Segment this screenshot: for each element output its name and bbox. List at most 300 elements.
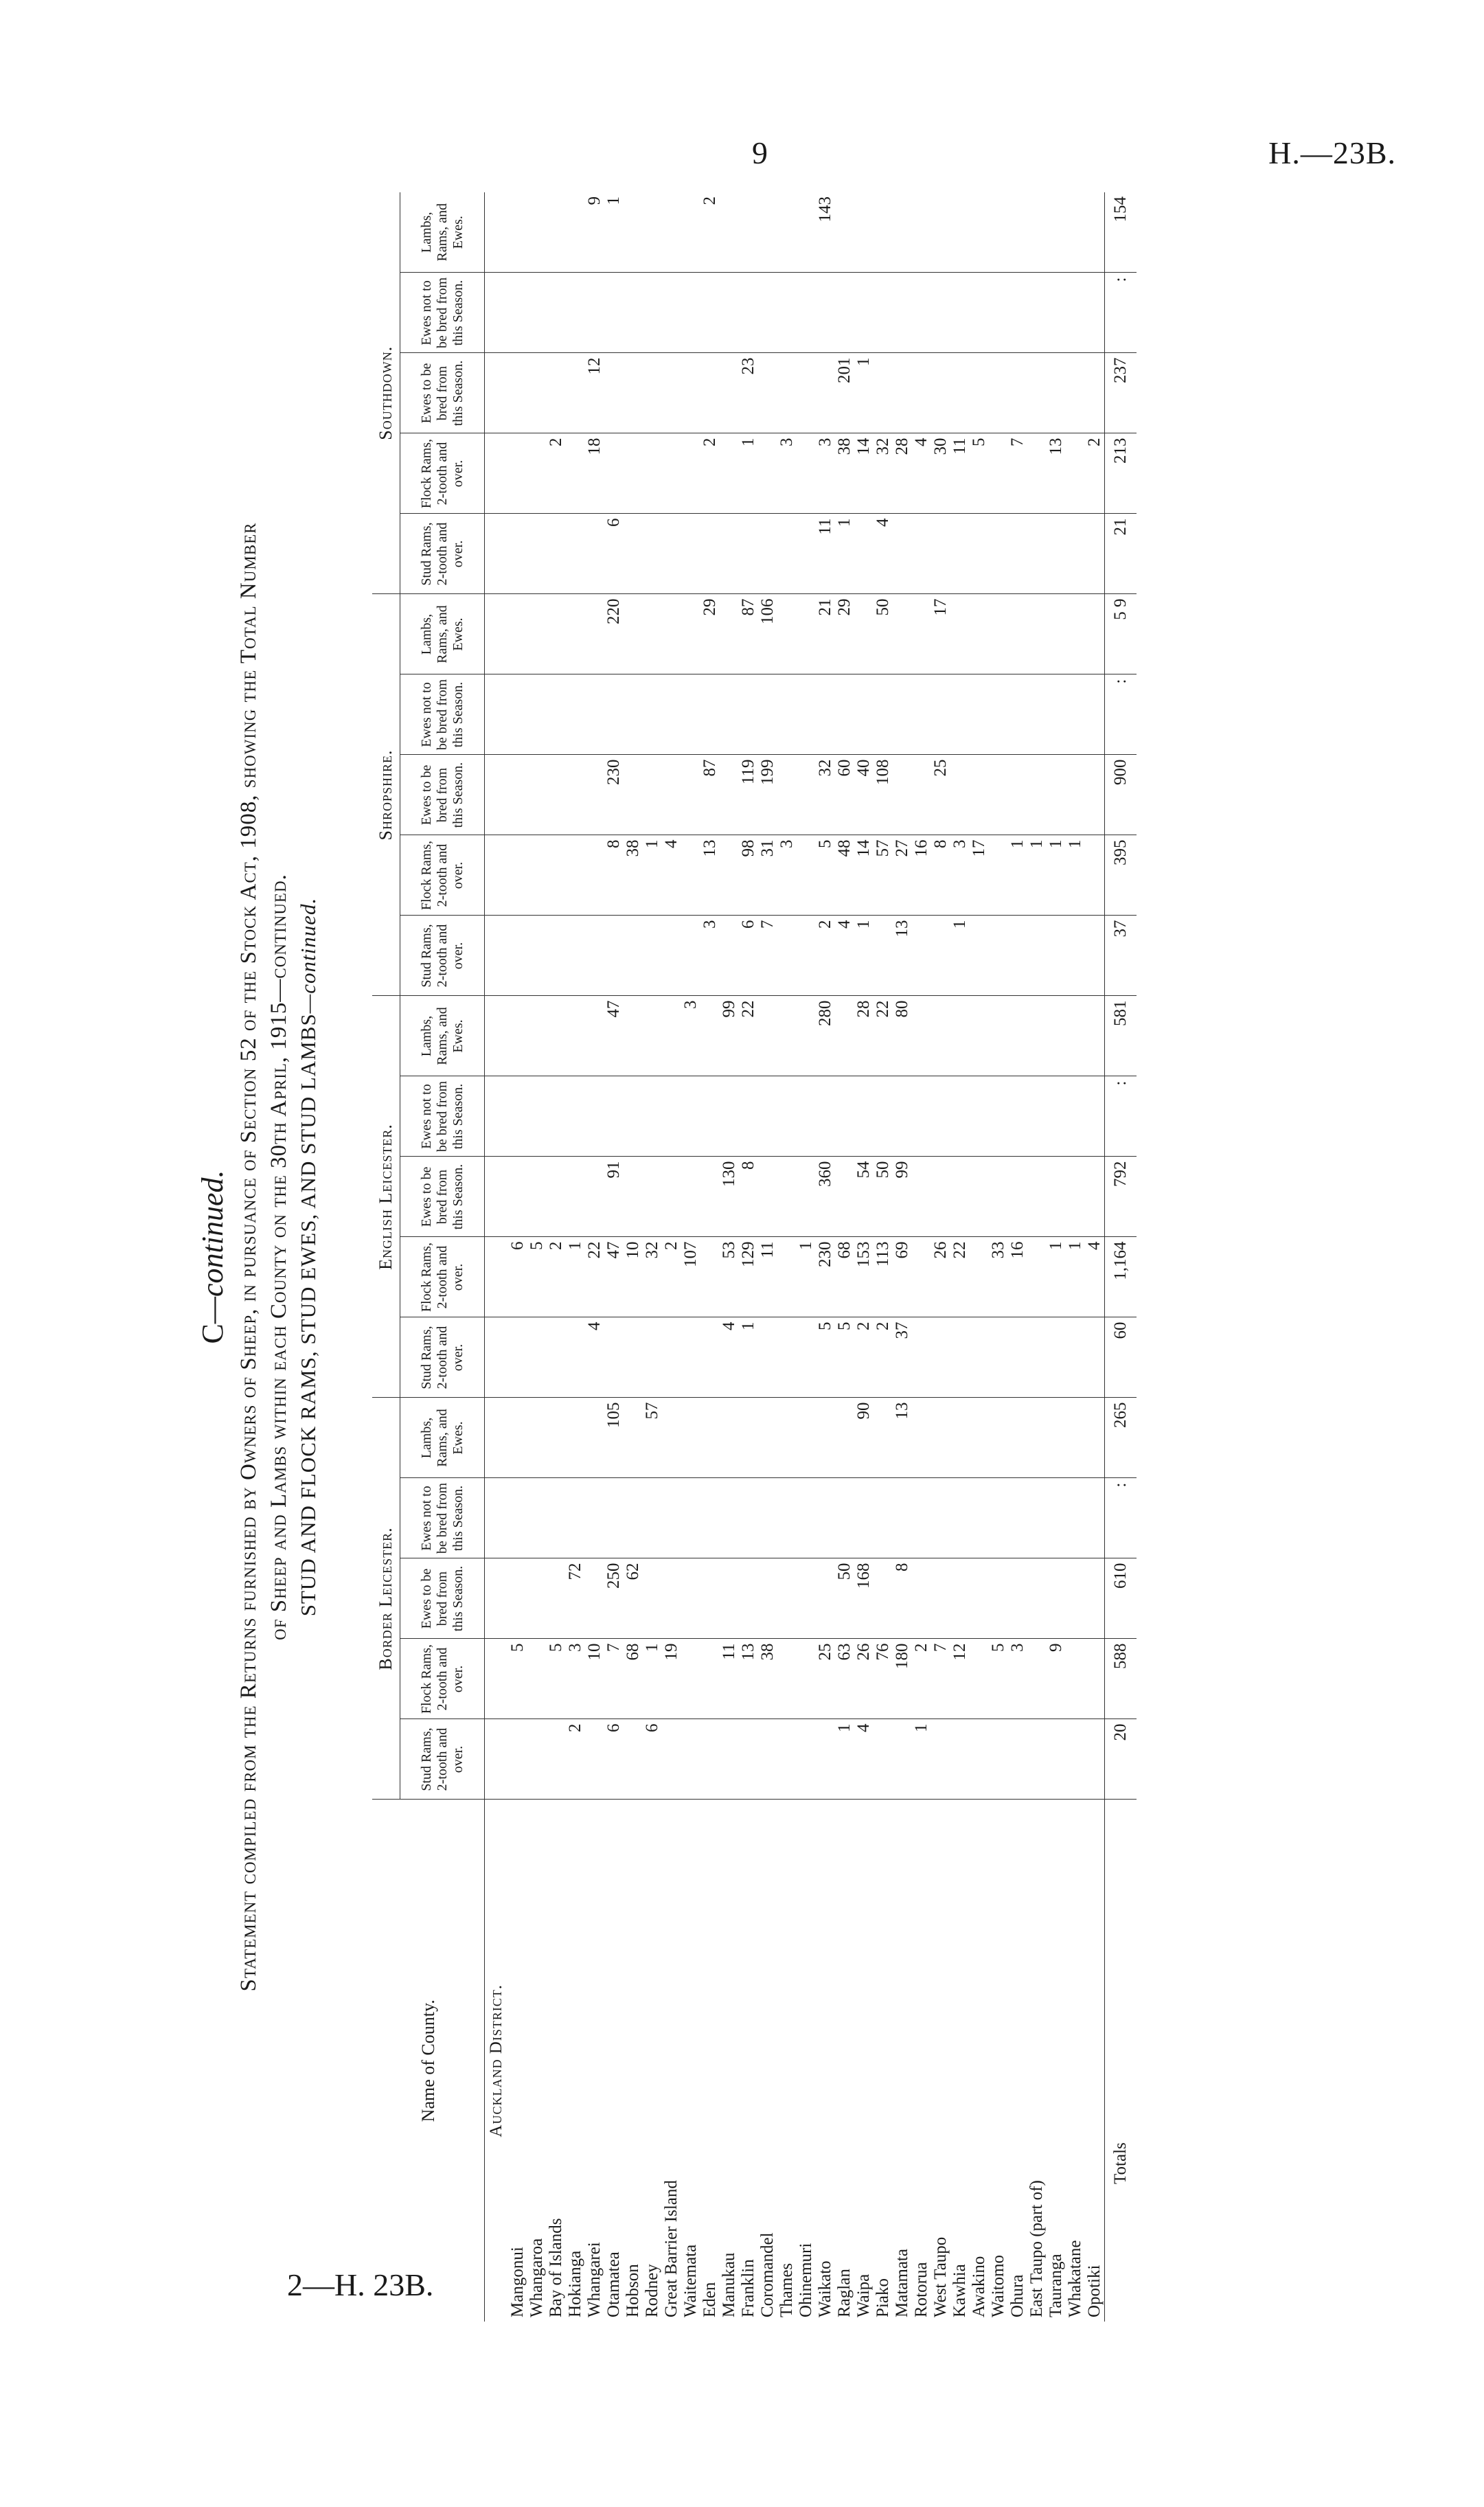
table-cell: 37	[893, 1317, 912, 1398]
table-cell: 1	[739, 1317, 758, 1398]
table-cell: 1	[604, 192, 624, 273]
table-cell: 57	[643, 1398, 662, 1478]
table-row	[604, 192, 624, 2322]
table-cell	[797, 514, 816, 594]
statement-title-line1: Statement compiled from the Returns furnished by Owners of Sheep, in pursuance of Section 52 of the Stock Act, 1908, showing the Total Number	[236, 522, 261, 1992]
table-cell	[681, 916, 700, 996]
table-cell	[931, 353, 950, 433]
table-cell	[758, 1719, 777, 1800]
table-cell	[527, 1157, 547, 1237]
table-cell	[527, 1558, 547, 1639]
table-cell	[989, 1317, 1008, 1398]
table-cell	[874, 916, 893, 996]
table-cell	[1085, 273, 1105, 353]
table-cell	[508, 1398, 527, 1478]
table-cell: 3	[681, 996, 700, 1076]
table-cell	[643, 916, 662, 996]
table-cell	[835, 674, 854, 755]
table-row	[816, 192, 835, 2322]
table-cell	[950, 192, 970, 273]
table-cell	[931, 1558, 950, 1639]
county-name: Coromandel	[758, 2232, 777, 2317]
table-cell	[720, 755, 739, 835]
table-cell	[527, 916, 547, 996]
table-cell: 2	[912, 1639, 931, 1719]
table-cell	[970, 192, 989, 273]
statement-title-line2: of Sheep and Lambs within each County on the 30th April, 1915—continued.	[266, 874, 291, 1640]
table-cell	[662, 433, 681, 514]
table-cell	[585, 996, 604, 1076]
table-cell	[662, 1157, 681, 1237]
table-cell	[1066, 514, 1085, 594]
table-cell: 63	[835, 1639, 854, 1719]
table-cell: 4	[854, 1719, 874, 1800]
table-cell: 22	[874, 996, 893, 1076]
table-cell	[547, 755, 566, 835]
county-name: Ohura	[1008, 2274, 1027, 2317]
table-cell	[950, 353, 970, 433]
table-cell	[970, 514, 989, 594]
table-cell: 250	[604, 1558, 624, 1639]
empty-cell	[485, 674, 509, 755]
table-cell	[662, 996, 681, 1076]
table-cell	[912, 594, 931, 674]
total-cell: 21	[1105, 514, 1137, 594]
total-cell: 5 9	[1105, 594, 1137, 674]
table-cell	[1066, 594, 1085, 674]
table-cell	[1027, 1237, 1047, 1317]
table-cell	[777, 674, 797, 755]
district-heading: Auckland District.	[487, 1984, 505, 2137]
table-cell	[758, 996, 777, 1076]
table-cell: 2	[854, 1317, 874, 1398]
table-cell: 80	[893, 996, 912, 1076]
column-header: Ewes not to be bred from this Season.	[400, 674, 485, 755]
table-cell	[931, 674, 950, 755]
table-cell	[1027, 273, 1047, 353]
total-cell: 1,164	[1105, 1237, 1137, 1317]
table-cell: 23	[739, 353, 758, 433]
table-row	[797, 192, 816, 2322]
table-cell: 1	[835, 514, 854, 594]
table-cell	[547, 916, 566, 996]
table-cell	[681, 1076, 700, 1157]
county-name: West Taupo	[931, 2236, 950, 2317]
breed-header: Shropshire.	[372, 594, 400, 996]
table-cell: 220	[604, 594, 624, 674]
table-cell	[566, 1157, 585, 1237]
table-cell	[1047, 755, 1066, 835]
table-cell	[681, 674, 700, 755]
table-cell: 13	[893, 916, 912, 996]
county-name: Whakatane	[1066, 2240, 1084, 2317]
table-cell: 17	[931, 594, 950, 674]
table-cell	[854, 1478, 874, 1558]
table-cell	[1047, 1076, 1066, 1157]
table-cell: 30	[931, 433, 950, 514]
table-cell	[874, 353, 893, 433]
table-cell	[854, 514, 874, 594]
table-cell	[662, 1076, 681, 1157]
table-cell: 1	[643, 1639, 662, 1719]
table-cell	[1027, 514, 1047, 594]
table-cell	[681, 514, 700, 594]
table-cell	[970, 674, 989, 755]
table-cell	[566, 916, 585, 996]
table-cell: 2	[700, 192, 720, 273]
column-header: Ewes not to be bred from this Season.	[400, 273, 485, 353]
empty-cell	[485, 835, 509, 916]
table-cell: 90	[854, 1398, 874, 1478]
breed-header: Border Leicester.	[372, 1398, 400, 1800]
table-cell: 6	[739, 916, 758, 996]
table-cell	[1066, 192, 1085, 273]
table-cell: 13	[1047, 433, 1066, 514]
table-cell: 1	[739, 433, 758, 514]
table-cell	[739, 273, 758, 353]
table-cell	[893, 353, 912, 433]
table-cell: 106	[758, 594, 777, 674]
table-cell	[970, 1076, 989, 1157]
table-cell: 12	[950, 1639, 970, 1719]
table-cell	[797, 1076, 816, 1157]
table-cell	[989, 353, 1008, 433]
table-cell	[758, 433, 777, 514]
table-cell: 4	[585, 1317, 604, 1398]
table-cell	[624, 674, 643, 755]
table-cell	[950, 594, 970, 674]
table-cell: 21	[816, 594, 835, 674]
table-cell	[989, 1558, 1008, 1639]
table-cell	[662, 916, 681, 996]
table-cell	[604, 433, 624, 514]
table-cell: 68	[624, 1639, 643, 1719]
table-cell	[1085, 353, 1105, 433]
table-cell	[1047, 594, 1066, 674]
table-cell	[1008, 1478, 1027, 1558]
table-cell: 62	[624, 1558, 643, 1639]
table-cell	[1066, 1398, 1085, 1478]
table-cell	[989, 835, 1008, 916]
table-cell	[1027, 192, 1047, 273]
table-cell	[604, 1076, 624, 1157]
table-cell: 11	[950, 433, 970, 514]
table-cell	[720, 1719, 739, 1800]
table-cell	[854, 674, 874, 755]
table-cell	[1066, 1157, 1085, 1237]
table-cell	[1066, 1076, 1085, 1157]
table-cell	[912, 1237, 931, 1317]
table-cell	[912, 1478, 931, 1558]
table-cell	[720, 273, 739, 353]
table-cell	[912, 273, 931, 353]
table-cell	[777, 273, 797, 353]
table-cell	[1047, 674, 1066, 755]
table-cell: 1	[1047, 835, 1066, 916]
table-row	[970, 192, 989, 2322]
table-cell	[585, 755, 604, 835]
table-cell: 33	[989, 1237, 1008, 1317]
table-cell	[931, 1317, 950, 1398]
table-cell	[797, 916, 816, 996]
county-name: Thames	[777, 2262, 796, 2317]
table-cell	[1027, 996, 1047, 1076]
table-cell	[970, 1558, 989, 1639]
table-cell	[912, 1076, 931, 1157]
table-cell: 129	[739, 1237, 758, 1317]
totals-row	[1105, 192, 1137, 2322]
table-cell	[700, 1719, 720, 1800]
table-cell: 87	[700, 755, 720, 835]
table-cell	[777, 353, 797, 433]
table-cell	[912, 1398, 931, 1478]
table-cell	[681, 835, 700, 916]
table-cell	[547, 594, 566, 674]
table-cell	[662, 755, 681, 835]
table-row	[950, 192, 970, 2322]
table-cell	[1066, 1317, 1085, 1398]
table-cell	[1085, 916, 1105, 996]
table-cell	[1008, 1157, 1027, 1237]
table-cell	[508, 514, 527, 594]
table-cell	[1008, 1076, 1027, 1157]
empty-cell	[485, 594, 509, 674]
document-reference-bottom: 2—H. 23B.	[287, 2267, 434, 2302]
table-cell	[1047, 1157, 1066, 1237]
table-cell	[700, 353, 720, 433]
table-cell	[970, 1317, 989, 1398]
table-cell	[624, 433, 643, 514]
county-name: Waikato	[816, 2260, 834, 2317]
table-cell	[893, 1478, 912, 1558]
table-row	[624, 192, 643, 2322]
table-cell	[624, 1076, 643, 1157]
table-cell	[931, 1719, 950, 1800]
empty-cell	[485, 1317, 509, 1398]
table-cell	[662, 1398, 681, 1478]
table-cell	[1066, 1478, 1085, 1558]
table-cell: 32	[816, 755, 835, 835]
table-cell	[989, 273, 1008, 353]
table-cell	[989, 996, 1008, 1076]
table-cell: 13	[739, 1639, 758, 1719]
table-row	[585, 192, 604, 2322]
county-name: Matamata	[893, 2249, 911, 2317]
table-cell	[970, 1157, 989, 1237]
document-reference-top: H.—23B.	[1268, 135, 1396, 170]
totals-label: Totals	[1105, 1800, 1137, 2322]
table-cell	[1008, 594, 1027, 674]
table-row	[1047, 192, 1066, 2322]
table-cell: 201	[835, 353, 854, 433]
table-cell	[758, 1076, 777, 1157]
table-cell	[893, 514, 912, 594]
table-cell	[835, 1076, 854, 1157]
table-cell	[893, 1076, 912, 1157]
table-cell: 3	[1008, 1639, 1027, 1719]
table-cell	[739, 514, 758, 594]
column-header: Flock Rams, 2-tooth and over.	[400, 835, 485, 916]
table-row	[547, 192, 566, 2322]
table-cell: 5	[989, 1639, 1008, 1719]
table-cell: 7	[758, 916, 777, 996]
table-cell	[624, 273, 643, 353]
table-cell	[566, 755, 585, 835]
table-cell: 1	[1047, 1237, 1066, 1317]
table-cell	[643, 1478, 662, 1558]
table-cell	[624, 996, 643, 1076]
table-cell: 28	[893, 433, 912, 514]
table-cell	[816, 1076, 835, 1157]
table-cell	[1085, 674, 1105, 755]
table-cell	[970, 1398, 989, 1478]
table-cell: 7	[1008, 433, 1027, 514]
table-cell: 130	[720, 1157, 739, 1237]
table-cell	[758, 514, 777, 594]
table-cell	[700, 1076, 720, 1157]
table-cell	[700, 674, 720, 755]
table-cell: 2	[874, 1317, 893, 1398]
table-cell	[989, 755, 1008, 835]
table-cell	[1027, 674, 1047, 755]
table-cell	[700, 996, 720, 1076]
table-cell: 8	[931, 835, 950, 916]
table-cell	[1027, 1317, 1047, 1398]
statement-heading	[192, 192, 364, 2322]
table-cell	[1008, 192, 1027, 273]
table-cell	[758, 1398, 777, 1478]
table-cell: 22	[950, 1237, 970, 1317]
county-name: Raglan	[835, 2269, 854, 2317]
table-row	[931, 192, 950, 2322]
table-cell: 29	[700, 594, 720, 674]
table-cell	[1085, 1719, 1105, 1800]
table-cell	[1027, 1639, 1047, 1719]
table-cell	[662, 674, 681, 755]
table-cell	[950, 1719, 970, 1800]
table-row	[720, 192, 739, 2322]
table-cell	[508, 1478, 527, 1558]
table-cell	[1027, 1558, 1047, 1639]
table-cell	[547, 514, 566, 594]
table-cell: 6	[643, 1719, 662, 1800]
table-cell	[547, 1317, 566, 1398]
table-cell	[662, 514, 681, 594]
table-cell	[662, 353, 681, 433]
empty-cell	[485, 1398, 509, 1478]
table-cell	[700, 1398, 720, 1478]
table-cell	[624, 1157, 643, 1237]
table-cell	[547, 192, 566, 273]
table-row	[874, 192, 893, 2322]
table-cell	[508, 1558, 527, 1639]
table-cell	[585, 1719, 604, 1800]
table-cell	[643, 1558, 662, 1639]
table-cell	[643, 755, 662, 835]
total-cell: 60	[1105, 1317, 1137, 1398]
table-cell	[950, 1076, 970, 1157]
table-cell	[527, 996, 547, 1076]
table-cell	[566, 835, 585, 916]
table-cell	[797, 192, 816, 273]
column-header: Stud Rams, 2-tooth and over.	[400, 1317, 485, 1398]
table-cell	[777, 594, 797, 674]
table-cell: 11	[816, 514, 835, 594]
table-cell	[1085, 1317, 1105, 1398]
table-cell	[912, 514, 931, 594]
table-cell	[970, 1639, 989, 1719]
table-cell	[777, 1076, 797, 1157]
table-cell	[931, 916, 950, 996]
table-cell	[585, 273, 604, 353]
table-cell	[797, 1478, 816, 1558]
table-cell	[950, 273, 970, 353]
table-cell: 230	[604, 755, 624, 835]
table-cell: 1	[1027, 835, 1047, 916]
table-row	[989, 192, 1008, 2322]
table-cell	[989, 1478, 1008, 1558]
table-cell: 5	[970, 433, 989, 514]
table-cell	[874, 674, 893, 755]
column-header: Stud Rams, 2-tooth and over.	[400, 514, 485, 594]
table-cell	[816, 353, 835, 433]
table-cell	[1085, 1157, 1105, 1237]
table-cell	[700, 1157, 720, 1237]
table-cell	[547, 835, 566, 916]
table-cell	[700, 1317, 720, 1398]
table-cell: 22	[739, 996, 758, 1076]
table-cell: 25	[816, 1639, 835, 1719]
table-cell	[643, 353, 662, 433]
county-name: Mangonui	[508, 2247, 527, 2317]
table-cell	[643, 996, 662, 1076]
table-row	[854, 192, 874, 2322]
table-cell	[777, 1558, 797, 1639]
table-cell	[970, 273, 989, 353]
table-row	[1008, 192, 1027, 2322]
table-cell	[777, 1317, 797, 1398]
table-cell: 27	[893, 835, 912, 916]
table-cell	[720, 353, 739, 433]
table-cell: 50	[874, 594, 893, 674]
table-cell	[662, 594, 681, 674]
table-cell: 10	[624, 1237, 643, 1317]
total-cell: :	[1105, 273, 1137, 353]
sheep-statistics-table	[372, 192, 1137, 2322]
table-cell	[989, 1157, 1008, 1237]
table-cell: 230	[816, 1237, 835, 1317]
table-cell	[1027, 1076, 1047, 1157]
table-cell	[566, 192, 585, 273]
table-cell	[970, 594, 989, 674]
table-row	[643, 192, 662, 2322]
table-cell	[681, 1398, 700, 1478]
table-cell	[1008, 353, 1027, 433]
table-cell	[950, 996, 970, 1076]
table-row	[835, 192, 854, 2322]
table-cell: 1	[797, 1237, 816, 1317]
table-cell	[854, 1076, 874, 1157]
rotated-statement	[192, 192, 1332, 2322]
table-cell	[624, 916, 643, 996]
table-cell	[624, 353, 643, 433]
table-cell	[777, 1719, 797, 1800]
table-cell: 7	[931, 1639, 950, 1719]
table-cell	[816, 1558, 835, 1639]
table-cell	[566, 433, 585, 514]
table-cell	[970, 1237, 989, 1317]
table-cell	[797, 1398, 816, 1478]
